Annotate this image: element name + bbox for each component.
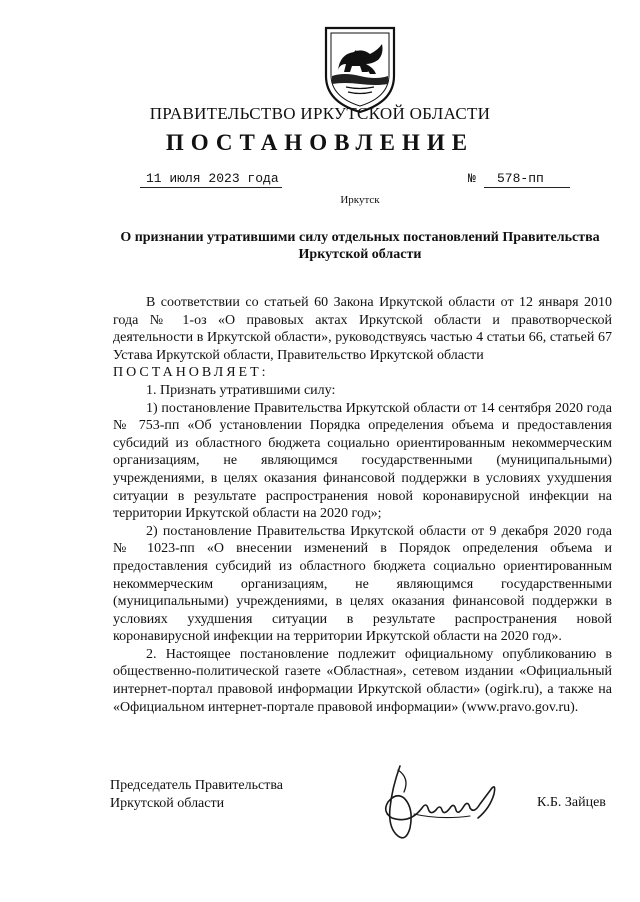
item-1-2-paragraph: 2) постановление Правительства Иркутской области от 9 декабря 2020 года № 1023-пп «О внесении изменений в Порядок определения объема и предоставления субсидий из областного бюджета социально ориентированным некоммерческим организациям, не являющимся государственными (муниципальными) учреждениями, в целях оказания финансовой поддержки в условиях ухудшения ситуации в результате распространения новой коронавирусной инфекции на территории Иркутской области на 2020 год». (113, 523, 612, 645)
handwritten-signature (370, 758, 510, 848)
signer-position (110, 777, 283, 813)
document-date: 11 июля 2023 года (146, 171, 279, 186)
item-1-1-paragraph: 1) постановление Правительства Иркутской области от 14 сентября 2020 года № 753-пп «Об установлении Порядка определения объема и предоставления субсидий из областного бюджета социально ориентированным некоммерческим организациям, не являющимся государственными (муниципальными) учреждениями, в целях оказания финансовой поддержки в условиях ухудшения ситуации в результате распространения новой коронавирусной инфекции на территории Иркутской области на 2020 год»; (113, 400, 612, 522)
document-body (113, 294, 612, 716)
document-number: 578-пп (497, 171, 544, 186)
signer-name: К.Б. Зайцев (537, 795, 606, 810)
document-title: О признании утратившими силу отдельных постановлений Правительства Иркутской области (120, 230, 600, 262)
number-sign: № (468, 171, 476, 186)
preamble-paragraph: В соответствии со статьей 60 Закона Иркутской области от 12 января 2010 года № 1-оз «О правовых актах Иркутской области и правотворческой деятельности в Иркутской области», руководствуясь частью 4 статьи 66, статьей 67 Устава Иркутской области, Правительство Иркутской области (113, 295, 612, 363)
document-type: ПОСТАНОВЛЕНИЕ (165, 130, 475, 155)
item-2-paragraph: 2. Настоящее постановление подлежит официальному опубликованию в общественно-политической газете «Областная», сетевом издании «Официальный интернет-портал правовой информации Иркутской области» (ogirk.ru), а также на «Официальном интернет-портале правовой информации» (www.pravo.gov.ru). (113, 646, 612, 715)
city: Иркутск (340, 194, 380, 206)
number-underline (484, 187, 570, 188)
date-underline (140, 187, 282, 188)
government-name: ПРАВИТЕЛЬСТВО ИРКУТСКОЙ ОБЛАСТИ (149, 104, 491, 123)
item-1-paragraph: 1. Признать утратившими силу: (146, 382, 336, 398)
signer-position-line-2: Иркутской области (110, 796, 225, 811)
irkutsk-coat-of-arms-icon (322, 24, 398, 114)
signer-position-line-1: Председатель Правительства (110, 778, 283, 793)
resolves-keyword: ПОСТАНОВЛЯЕТ: (113, 365, 269, 381)
